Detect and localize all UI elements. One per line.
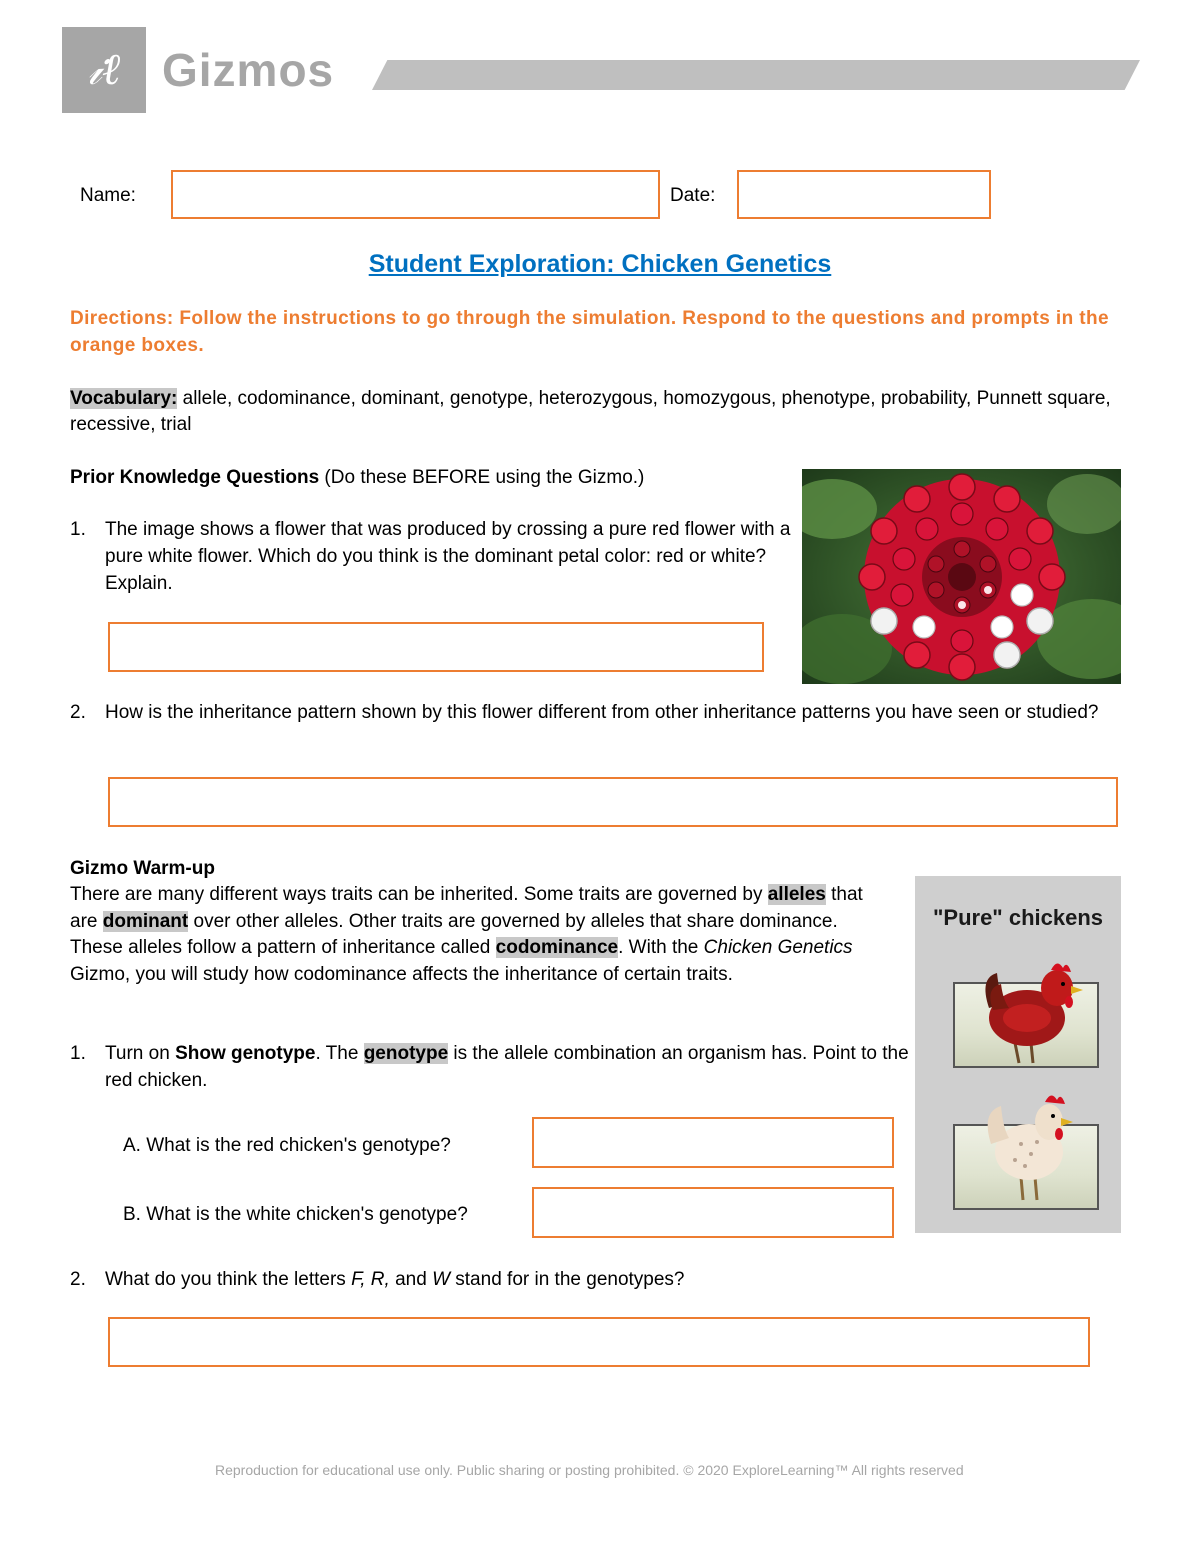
question-number: 1. (70, 1043, 86, 1064)
vocabulary-label: Vocabulary: (70, 388, 178, 409)
question-text: is the allele combination an organism has. Point to the red chicken. (105, 1043, 909, 1091)
letter-w: W (432, 1269, 450, 1290)
flower-illustration (802, 469, 1121, 684)
question-number: 2. (70, 702, 86, 723)
term-genotype: genotype (363, 1043, 449, 1064)
warmup-intro (70, 882, 890, 988)
answer-box-white-genotype[interactable] (532, 1187, 894, 1238)
header-bar (372, 60, 1140, 90)
term-codominance: codominance (495, 937, 619, 958)
question-number: 1. (70, 519, 86, 540)
term-alleles: alleles (767, 884, 826, 905)
prior-heading-note: (Do these BEFORE using the Gizmo.) (319, 467, 645, 488)
letters-frw: F, R, (351, 1269, 390, 1290)
warmup-text: Gizmo, you will study how codominance affects the inheritance of certain traits. (70, 963, 733, 985)
panel-title: "Pure" chickens (932, 905, 1104, 930)
warmup-text: over other alleles. Other traits are governed by alleles that share dominance. These alleles follow a pattern of inheritance called (70, 910, 838, 958)
prior-heading-text: Prior Knowledge Questions (70, 467, 320, 488)
gizmos-logo (62, 27, 146, 113)
vocabulary (70, 386, 1130, 438)
warmup-text: There are many different ways traits can be inherited. Some traits are governed by (70, 884, 768, 905)
answer-box-warmup-2[interactable] (108, 1317, 1090, 1367)
date-field[interactable] (737, 170, 991, 219)
question-1b: B. What is the white chicken's genotype? (123, 1204, 468, 1225)
question-number: 2. (70, 1269, 86, 1290)
gizmo-name: Chicken Genetics (703, 937, 853, 958)
term-dominant: dominant (102, 910, 189, 932)
question-text: What do you think the letters (105, 1269, 352, 1290)
codominant-flower-image (802, 469, 1121, 684)
pure-chickens-panel (915, 876, 1121, 1233)
question-text: The image shows a flower that was produced by crossing a pure red flower with a pure white flower. Which do you think is the dominant petal color: red or white? Explain. (105, 519, 791, 594)
warmup-text: that are (70, 884, 863, 932)
directions: Directions: Follow the instructions to go through the simulation. Respond to the questions and prompts in the orange boxes. (70, 308, 1109, 356)
warmup-question-2 (105, 1266, 1005, 1293)
question-text: stand for in the genotypes? (450, 1269, 685, 1290)
show-genotype-term: Show genotype (175, 1043, 316, 1064)
name-field[interactable] (171, 170, 660, 219)
question-text: . The (315, 1043, 364, 1064)
date-label: Date: (670, 185, 716, 206)
footer-copyright: Reproduction for educational use only. Public sharing or posting prohibited. © 2020 ExploreLearning™ All rights reserved (215, 1462, 964, 1478)
white-chicken-icon[interactable] (975, 1082, 1095, 1202)
prior-knowledge-heading (70, 465, 790, 491)
warmup-text: . With the (618, 937, 704, 958)
name-label: Name: (80, 185, 136, 206)
warmup-question-1 (105, 1040, 910, 1094)
question-text: How is the inheritance pattern shown by this flower different from other inheritance patterns you have seen or studied? (105, 702, 1099, 723)
answer-box-prior-1[interactable] (108, 622, 764, 672)
answer-box-prior-2[interactable] (108, 777, 1118, 827)
red-chicken-icon[interactable] (975, 948, 1095, 1068)
logo-glyph: 𝒾ℓ (87, 44, 121, 95)
page-title: Student Exploration: Chicken Genetics (368, 250, 832, 278)
question-1a: A. What is the red chicken's genotype? (123, 1135, 451, 1156)
brand-name: Gizmos (162, 44, 335, 96)
question-text: and (389, 1269, 433, 1290)
warmup-heading: Gizmo Warm-up (70, 858, 215, 879)
answer-box-red-genotype[interactable] (532, 1117, 894, 1168)
question-text: Turn on (105, 1043, 176, 1064)
vocabulary-terms: allele, codominance, dominant, genotype, heterozygous, homozygous, phenotype, probability, Punnett square, recessive, trial (70, 388, 1111, 435)
